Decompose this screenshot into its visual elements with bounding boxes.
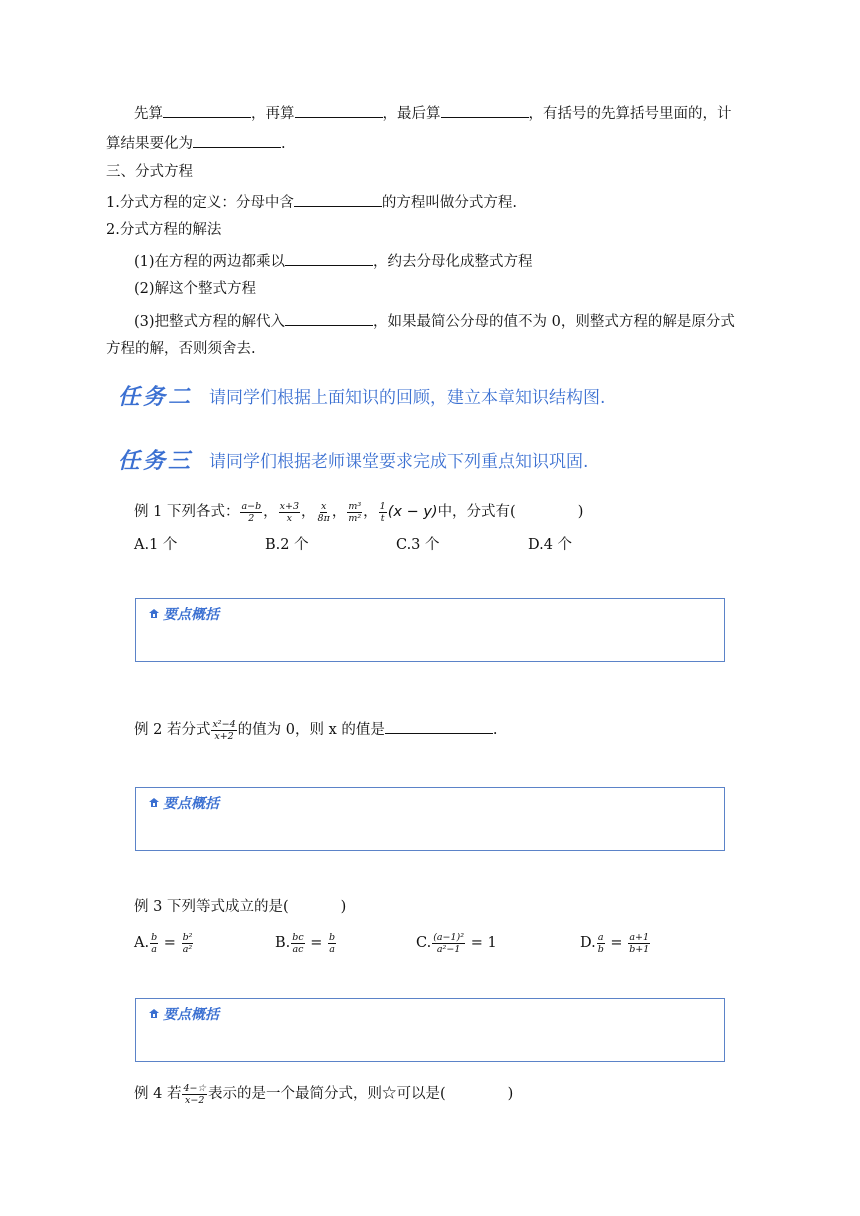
task-two xyxy=(118,380,605,410)
summary-title: 要点概括 xyxy=(148,1004,219,1024)
option-c[interactable]: C.3 个 xyxy=(396,537,440,553)
step-3-continued: 方程的解，否则须舍去. xyxy=(106,341,256,357)
section-heading: 三、分式方程 xyxy=(106,164,193,180)
fraction: $\frac{4-☆}{x-2}$ xyxy=(183,1082,206,1106)
answer-blank[interactable] xyxy=(163,102,251,118)
fraction: $\frac{x+3}{x}$ xyxy=(279,500,300,524)
task-text: 请同学们根据老师课堂要求完成下列重点知识巩固. xyxy=(209,451,589,472)
option-c[interactable]: C. $\frac{\text{(a−1)²}}{\text{a²−1}}$ = 1 xyxy=(416,931,497,955)
example-2: 例 2 若分式 $\frac{\text{x²−4}}{x+2}$ 的值为 0，则 x 的值是 . xyxy=(134,718,498,742)
pin-icon xyxy=(148,608,160,620)
pin-icon xyxy=(148,797,160,809)
example-3: 例 3 下列等式成立的是( ) xyxy=(134,899,347,915)
answer-blank[interactable] xyxy=(385,718,493,734)
summary-box[interactable] xyxy=(135,787,725,851)
summary-box[interactable] xyxy=(135,998,725,1062)
answer-blank[interactable] xyxy=(294,191,382,207)
summary-box[interactable] xyxy=(135,598,725,662)
intro-line-2: 算结果要化为 . xyxy=(106,132,286,154)
step-1: (1)在方程的两边都乘以 ，约去分母化成整式方程 xyxy=(134,250,533,272)
answer-blank[interactable] xyxy=(193,132,281,148)
option-b[interactable]: B. $\frac{bc}{ac}$ = $\frac{b}{a}$ xyxy=(275,931,336,955)
option-d[interactable]: D. $\frac{a}{b}$ = $\frac{a+1}{b+1}$ xyxy=(580,931,650,955)
step-3: (3)把整式方程的解代入 ，如果最简公分母的值不为 0，则整式方程的解是原分式 xyxy=(134,310,735,332)
summary-title: 要点概括 xyxy=(148,793,219,813)
option-a[interactable]: A. $\frac{b}{a}$ = $\frac{\text{b²}}{\text{a²}}$ xyxy=(134,931,193,955)
step-2: (2)解这个整式方程 xyxy=(134,281,257,297)
option-d[interactable]: D.4 个 xyxy=(528,537,573,553)
method-heading: 2.分式方程的解法 xyxy=(106,222,222,238)
option-b[interactable]: B.2 个 xyxy=(265,537,309,553)
answer-blank[interactable] xyxy=(441,102,529,118)
fraction: $\frac{1}{t}$ xyxy=(379,500,386,524)
example-1: 例 1 下列各式： $\frac{a-b}{2}$ ， $\frac{x+3}{x}$ ， $\frac{x}{8\pi}$ ， $\frac{\text{m³}}{\text{m²}}$ ， $\frac{1}{t}$ (x − y)中，分式有( ) xyxy=(134,500,584,524)
task-label: 任务二 xyxy=(118,384,194,410)
intro-line-1: 先算 ，再算 ，最后算 ，有括号的先算括号里面的，计 xyxy=(134,102,732,124)
answer-blank[interactable] xyxy=(295,102,383,118)
task-three xyxy=(118,444,588,474)
summary-title: 要点概括 xyxy=(148,604,219,624)
fraction: $\frac{x}{8\pi}$ xyxy=(317,500,330,524)
task-text: 请同学们根据上面知识的回顾，建立本章知识结构图. xyxy=(209,387,606,408)
task-label: 任务三 xyxy=(118,448,194,474)
example-4: 例 4 若 $\frac{4-☆}{x-2}$ 表示的是一个最简分式，则☆可以是( ) xyxy=(134,1082,514,1106)
fraction: $\frac{a-b}{2}$ xyxy=(241,500,262,524)
pin-icon xyxy=(148,1008,160,1020)
option-a[interactable]: A.1 个 xyxy=(134,537,178,553)
fraction: $\frac{\text{m³}}{\text{m²}}$ xyxy=(348,500,362,524)
answer-blank[interactable] xyxy=(285,250,373,266)
definition-line: 1.分式方程的定义：分母中含 的方程叫做分式方程. xyxy=(106,191,517,213)
answer-blank[interactable] xyxy=(285,310,373,326)
fraction: $\frac{\text{x²−4}}{x+2}$ xyxy=(212,718,236,742)
